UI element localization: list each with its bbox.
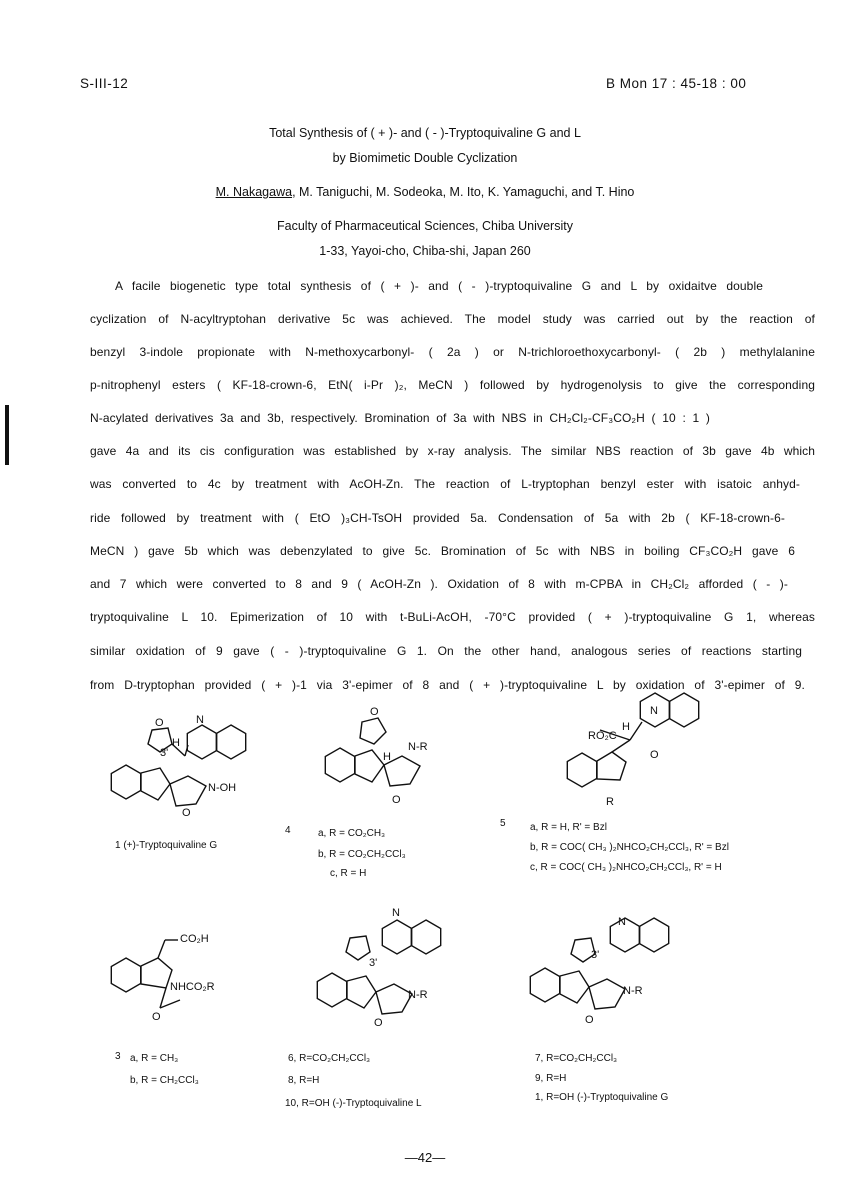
atom-label: O <box>585 1014 594 1026</box>
atom-label: O <box>374 1017 383 1029</box>
body-line: tryptoquivaline L 10. Epimerization of 10 with t-BuLi-AcOH, -70°C provided ( + )-tryptoquivaline G 1, whereas <box>90 610 815 624</box>
benzene-ring <box>111 765 140 799</box>
atom-label: N-R <box>408 741 428 753</box>
benzene-ring <box>317 973 346 1007</box>
session-schedule: B Mon 17 : 45-18 : 00 <box>606 76 747 91</box>
affiliation-line1: Faculty of Pharmaceutical Sciences, Chiba University <box>277 219 573 233</box>
atom-label: O <box>370 706 379 718</box>
body-line: N-acylated derivatives 3a and 3b, respectively. Bromination of 3a with NBS in CH₂Cl₂-CF₃CO₂H ( 10 : 1 ) <box>90 411 710 425</box>
caption-compound-4-num: 4 <box>285 825 291 836</box>
coauthors: , M. Taniguchi, M. Sodeoka, M. Ito, K. Yamaguchi, and T. Hino <box>292 185 635 199</box>
session-code: S-III-12 <box>80 76 129 91</box>
atom-label: 3' <box>369 957 378 969</box>
atom-label: NHCO₂R <box>170 981 215 993</box>
page-number: —42— <box>404 1150 446 1165</box>
caption-compound-4b: b, R = CO₂CH₂CCl₃ <box>318 849 406 860</box>
benzene-ring <box>382 920 411 954</box>
atom-label: R <box>606 796 614 808</box>
atom-label: 3' <box>591 949 600 961</box>
body-line: MeCN ) gave 5b which was debenzylated to give 5c. Bromination of 5c with NBS in boiling CF₃CO₂H gave 6 <box>90 544 795 558</box>
caption-compound-5a: a, R = H, R' = Bzl <box>530 822 607 833</box>
presenting-author: M. Nakagawa <box>215 185 293 199</box>
benzene-ring <box>325 748 354 782</box>
atom-label: N-R <box>623 985 643 997</box>
caption-compound-6: 6, R=CO₂CH₂CCl₃ <box>288 1053 371 1064</box>
affiliation-line2: 1-33, Yayoi-cho, Chiba-shi, Japan 260 <box>319 244 531 258</box>
caption-compound-3b: b, R = CH₂CCl₃ <box>130 1075 199 1086</box>
structure-3 <box>111 940 180 1008</box>
body-line: from D-tryptophan provided ( + )-1 via 3'-epimer of 8 and ( + )-tryptoquivaline L by oxidation of 3'-epimer of 9. <box>90 678 805 692</box>
atom-label: H <box>383 751 391 763</box>
caption-compound-4c: c, R = H <box>330 868 367 879</box>
atom-label: N-OH <box>208 782 237 794</box>
benzene-ring <box>669 693 698 727</box>
atom-label: O <box>650 749 659 761</box>
structure-4 <box>325 718 420 786</box>
atom-label: N <box>392 907 400 919</box>
body-line: similar oxidation of 9 gave ( - )-tryptoquivaline G 1. On the other hand, analogous series of reactions starting <box>90 644 802 658</box>
paper-title-line1: Total Synthesis of ( + )- and ( - )-Tryptoquivaline G and L <box>269 126 581 140</box>
atom-label: N-R <box>408 989 428 1001</box>
caption-compound-9: 9, R=H <box>535 1073 567 1084</box>
atom-label: O <box>182 807 191 819</box>
atom-label: N <box>196 714 204 726</box>
body-line: A facile biogenetic type total synthesis of ( + )- and ( - )-tryptoquivaline G and L by oxidaitve double <box>115 279 763 293</box>
caption-compound-1-minus: 1, R=OH (-)-Tryptoquivaline G <box>535 1092 669 1103</box>
caption-compound-8: 8, R=H <box>288 1075 320 1086</box>
benzene-ring <box>567 753 596 787</box>
body-line: p-nitrophenyl esters ( KF-18-crown-6, EtN( i-Pr )₂, MeCN ) followed by hydrogenolysis to give the corresponding <box>90 378 815 392</box>
paper-title-line2: by Biomimetic Double Cyclization <box>332 151 518 165</box>
body-line: gave 4a and its cis configuration was established by x-ray analysis. The similar NBS reaction of 3b gave 4b which <box>90 444 815 458</box>
benzene-ring <box>530 968 559 1002</box>
caption-compound-3-num: 3 <box>115 1051 121 1062</box>
body-line: ride followed by treatment with ( EtO )₃CH-TsOH provided 5a. Condensation of 5a with 2b ( KF-18-crown-6- <box>90 511 785 525</box>
atom-label: RO₂C <box>588 730 617 742</box>
atom-label: H <box>172 737 180 749</box>
structure-7 <box>530 918 668 1009</box>
atom-label: CO₂H <box>180 933 209 945</box>
benzene-ring <box>639 918 668 952</box>
caption-compound-5b: b, R = COC( CH₃ )₂NHCO₂CH₂CCl₃, R' = Bzl <box>530 842 729 853</box>
atom-label: N <box>618 916 626 928</box>
atom-label: O <box>392 794 401 806</box>
atom-label: 3' <box>160 747 169 759</box>
caption-compound-5-num: 5 <box>500 818 506 829</box>
caption-compound-10: 10, R=OH (-)-Tryptoquivaline L <box>285 1098 422 1109</box>
body-line: and 7 which were converted to 8 and 9 ( AcOH-Zn ). Oxidation of 8 with m-CPBA in CH₂Cl₂ afforded ( - )- <box>90 577 788 591</box>
caption-compound-4a: a, R = CO₂CH₃ <box>318 828 386 839</box>
body-line: benzyl 3-indole propionate with N-methoxycarbonyl- ( 2a ) or N-trichloroethoxycarbonyl- ( 2b ) methylalanine <box>90 345 815 359</box>
caption-compound-3a: a, R = CH₃ <box>130 1053 179 1064</box>
structure-5 <box>567 693 698 787</box>
caption-compound-5c: c, R = COC( CH₃ )₂NHCO₂CH₂CCl₃, R' = H <box>530 862 722 873</box>
caption-compound-7: 7, R=CO₂CH₂CCl₃ <box>535 1053 618 1064</box>
caption-compound-1: 1 (+)-Tryptoquivaline G <box>115 840 218 851</box>
body-line: cyclization of N-acyltryptohan derivative 5c was achieved. The model study was carried out by the reaction of <box>90 312 815 326</box>
benzene-ring <box>411 920 440 954</box>
benzene-ring <box>111 958 140 992</box>
atom-label: H <box>622 721 630 733</box>
atom-label: O <box>152 1011 161 1023</box>
body-line: was converted to 4c by treatment with AcOH-Zn. The reaction of L-tryptophan benzyl ester with isatoic anhyd- <box>90 477 800 491</box>
atom-label: N <box>650 705 658 717</box>
benzene-ring <box>187 725 216 759</box>
benzene-ring <box>216 725 245 759</box>
atom-label: O <box>155 717 164 729</box>
